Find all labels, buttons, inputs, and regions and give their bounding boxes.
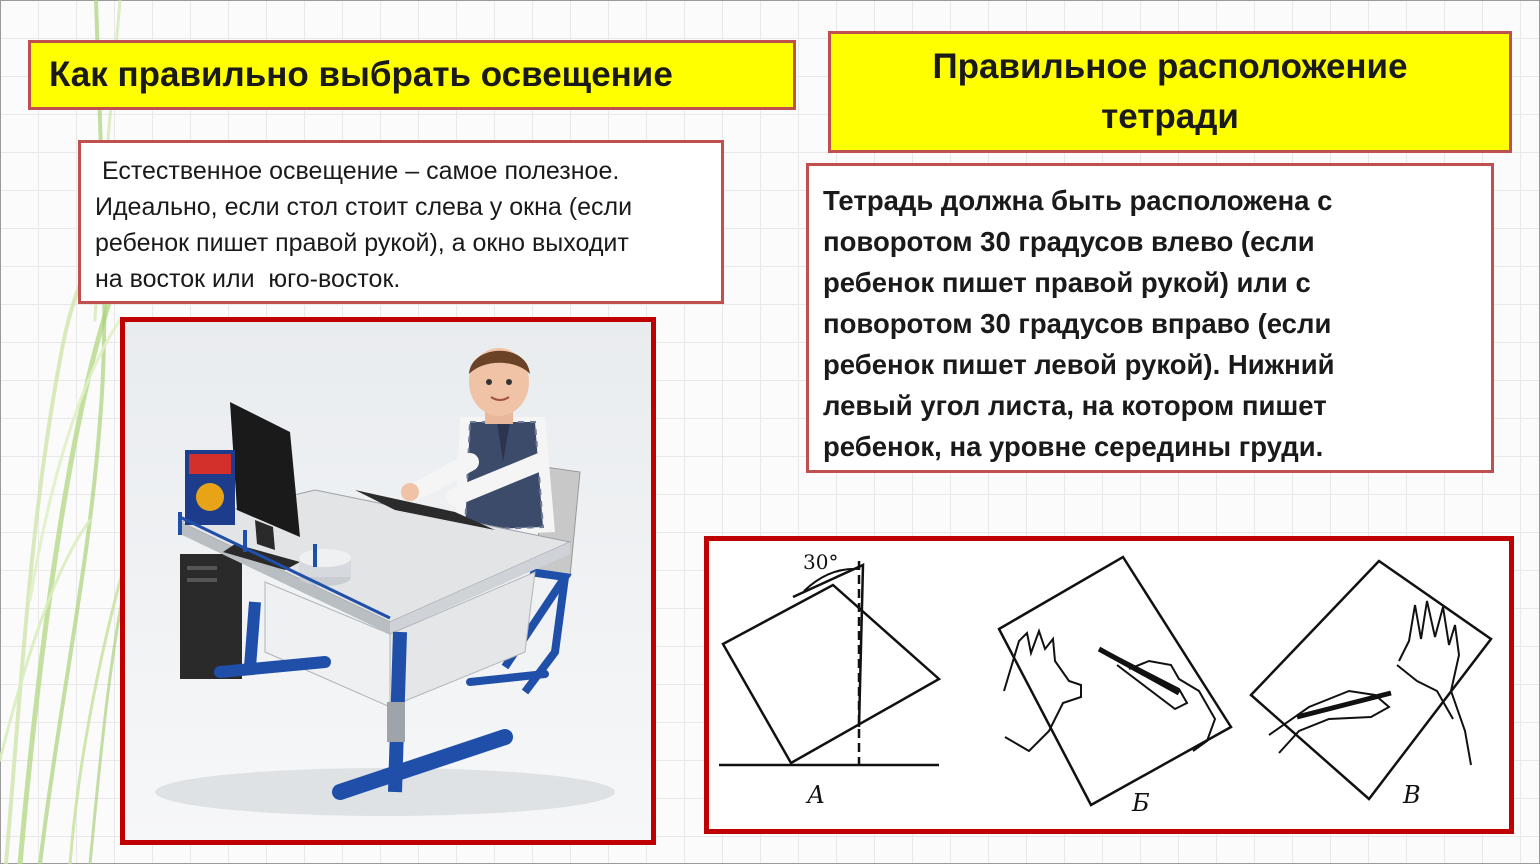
text-line: на восток или юго-восток. xyxy=(95,265,401,293)
notebook-diagram-frame xyxy=(704,536,1514,834)
desk-photo-frame xyxy=(120,317,656,845)
diagram-label-b: Б xyxy=(1132,789,1150,817)
text-line: ребенок пишет правой рукой) или с xyxy=(823,267,1311,298)
title-line: Правильное расположение xyxy=(932,47,1408,86)
text-line: ребенок, на уровне середины груди. xyxy=(823,431,1324,462)
text-line: ребенок пишет левой рукой). Нижний xyxy=(823,349,1335,380)
notebook-text-box xyxy=(806,163,1494,473)
diagram-label-a: А xyxy=(807,781,826,809)
text-line: Естественное освещение – самое полезное. xyxy=(95,157,620,185)
title-line: тетради xyxy=(1101,97,1239,136)
text-line: левый угол листа, на котором пишет xyxy=(823,390,1327,421)
diagram-label-c: В xyxy=(1403,781,1421,809)
lighting-title xyxy=(28,40,796,110)
notebook-position-diagram xyxy=(709,541,1509,829)
notebook-position-title xyxy=(828,31,1512,153)
text-line: поворотом 30 градусов влево (если xyxy=(823,226,1315,257)
pc-tower-icon xyxy=(180,554,242,679)
text-line: ребенок пишет правой рукой), а окно выходит xyxy=(95,229,629,257)
notebook-position-title-text xyxy=(932,42,1407,142)
lighting-text-box xyxy=(78,140,724,304)
lighting-title-text: Как правильно выбрать освещение xyxy=(49,55,673,94)
boy-at-desk-illustration xyxy=(125,322,651,840)
text-line: Тетрадь должна быть расположена с xyxy=(823,185,1333,216)
angle-label: 30° xyxy=(803,550,839,574)
text-line: Идеально, если стол стоит слева у окна (если xyxy=(95,193,633,221)
text-line: поворотом 30 градусов вправо (если xyxy=(823,308,1332,339)
